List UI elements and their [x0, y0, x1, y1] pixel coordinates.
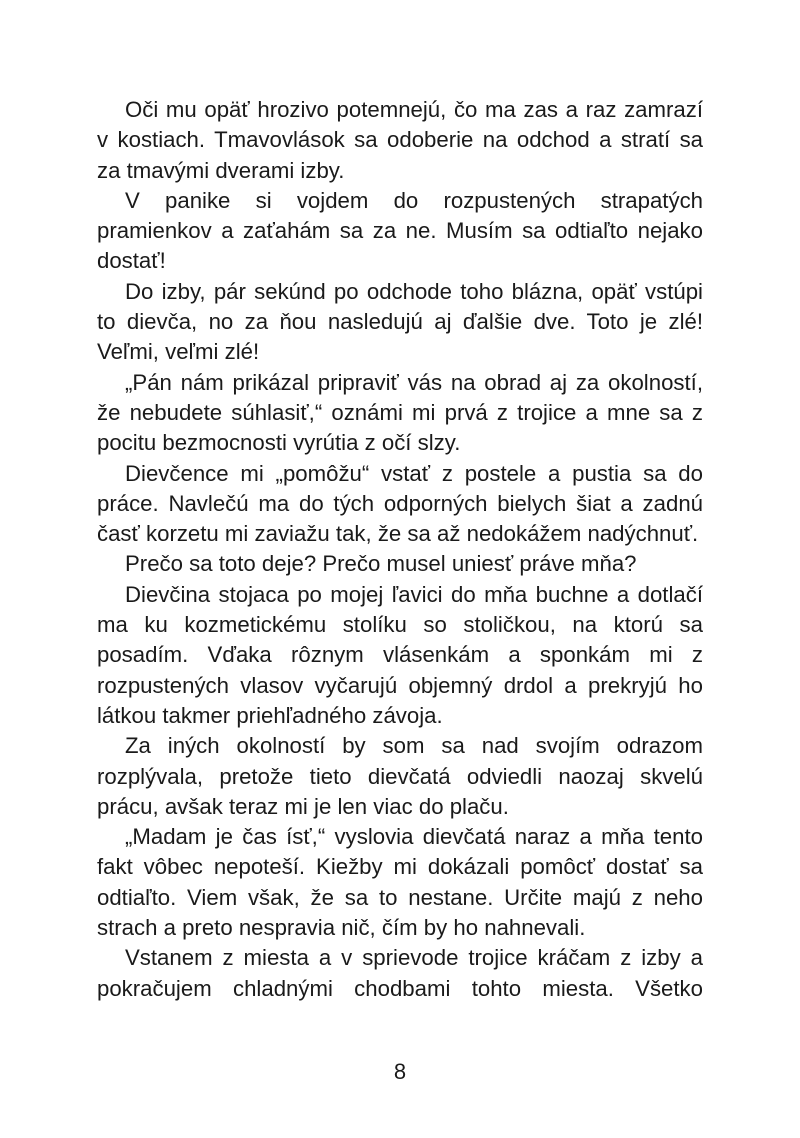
paragraph: Prečo sa toto deje? Prečo musel uniesť práve mňa? — [125, 551, 637, 577]
paragraph: Do izby, pár sekúnd po odchode toho blázna, opäť vstúpi to dievča, no za ňou nasledujú aj ďalšie dve. Toto je zlé! Veľmi, veľmi zlé! — [97, 278, 703, 365]
paragraph: Vstanem z miesta a v sprievode trojice kráčam z izby a pokračujem chladnými chodbami tohto miesta. Všetko — [97, 945, 703, 1001]
body-text — [97, 95, 703, 1004]
paragraph: V panike si vojdem do rozpustených strapatých pramienkov a zaťahám sa za ne. Musím sa odtiaľto nejako dostať! — [97, 187, 703, 274]
page-number: 8 — [393, 1059, 407, 1084]
paragraph: Dievčence mi „pomôžu“ vstať z postele a pustia sa do práce. Navlečú ma do tých odporných bielych šiat a zadnú časť korzetu mi zaviažu tak, že sa až nedokážem nadýchnuť. — [97, 460, 703, 547]
paragraph: Oči mu opäť hrozivo potemnejú, čo ma zas a raz zamrazí v kostiach. Tmavovlások sa odoberie na odchod a stratí sa za tmavými dverami izby. — [97, 97, 703, 183]
paragraph: Dievčina stojaca po mojej ľavici do mňa buchne a dotlačí ma ku kozmetickému stolíku so stoličkou, na ktorú sa posadím. Vďaka rôznym vlásenkám a sponkám mi z rozpustených vlasov vyčarujú objemný drdol a prekryjú ho látkou takmer priehľadného závoja. — [97, 581, 703, 728]
paragraph: „Pán nám prikázal pripraviť vás na obrad aj za okolností, že nebudete súhlasiť,“ oznámi mi prvá z trojice a mne sa z pocitu bezmocnosti vyrútia z očí slzy. — [97, 369, 703, 456]
paragraph: Za iných okolností by som sa nad svojím odrazom rozplývala, pretože tieto dievčatá odviedli naozaj skvelú prácu, avšak teraz mi je len viac do plaču. — [97, 733, 703, 819]
paragraph: „Madam je čas ísť,“ vyslovia dievčatá naraz a mňa tento fakt vôbec nepoteší. Kiežby mi dokázali pomôcť dostať sa odtiaľto. Viem však, že sa to nestane. Určite majú z neho strach a preto nespravia nič, čím by ho nahnevali. — [97, 824, 703, 941]
